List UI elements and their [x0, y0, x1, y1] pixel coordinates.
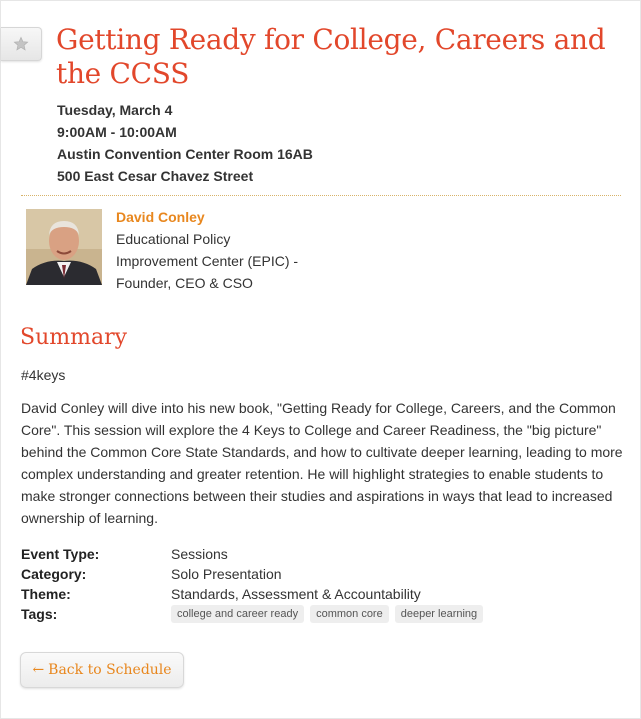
tag[interactable]: common core — [310, 605, 389, 623]
arrow-left-icon: ← — [32, 662, 45, 678]
tag-list — [171, 604, 483, 624]
meta-label: Category: — [21, 566, 87, 582]
back-to-schedule-button[interactable] — [20, 652, 184, 688]
meta-value: Sessions — [171, 546, 228, 562]
session-hashtag: #4keys — [21, 367, 66, 383]
session-meta — [21, 544, 621, 624]
session-room: Austin Convention Center Room 16AB — [57, 146, 313, 162]
speaker-org-line: Improvement Center (EPIC) - — [116, 253, 299, 269]
meta-row-tags — [21, 604, 621, 624]
divider — [21, 195, 621, 196]
speaker-photo — [26, 209, 102, 285]
meta-row-category — [21, 564, 621, 584]
meta-value: Solo Presentation — [171, 566, 282, 582]
back-to-schedule-label: Back to Schedule — [48, 662, 172, 678]
speaker-name[interactable]: David Conley — [116, 209, 205, 225]
summary-heading: Summary — [20, 325, 128, 350]
tag[interactable]: deeper learning — [395, 605, 483, 623]
session-description: David Conley will dive into his new book, "Getting Ready for College, Careers, and the Common Core". This session will explore the 4 Keys to College and Career Readiness, the "big picture" behind the Common Core State Standards, and how to cultivate deeper learning, leading to more complex understanding and greater retention. He will highlight strategies to enable students to make stronger connections between their studies and aspirations in ways that lead to increased ownership of learning. — [21, 400, 623, 526]
session-address: 500 East Cesar Chavez Street — [57, 168, 254, 184]
speaker-org-line: Founder, CEO & CSO — [116, 275, 253, 291]
meta-label: Tags: — [21, 606, 58, 622]
speaker-info — [116, 206, 356, 294]
session-title: Getting Ready for College, Careers and the CCSS — [56, 23, 606, 90]
session-time: 9:00AM - 10:00AM — [57, 124, 177, 140]
favorite-button[interactable] — [1, 27, 42, 61]
session-when — [57, 99, 313, 187]
meta-label: Event Type: — [21, 546, 100, 562]
tag[interactable]: college and career ready — [171, 605, 304, 623]
meta-row-event-type — [21, 544, 621, 564]
session-day: Tuesday, March 4 — [57, 102, 173, 118]
star-icon — [13, 36, 29, 52]
meta-row-theme — [21, 584, 621, 604]
meta-label: Theme: — [21, 586, 71, 602]
meta-value: Standards, Assessment & Accountability — [171, 586, 421, 602]
speaker-org-line: Educational Policy — [116, 231, 231, 247]
